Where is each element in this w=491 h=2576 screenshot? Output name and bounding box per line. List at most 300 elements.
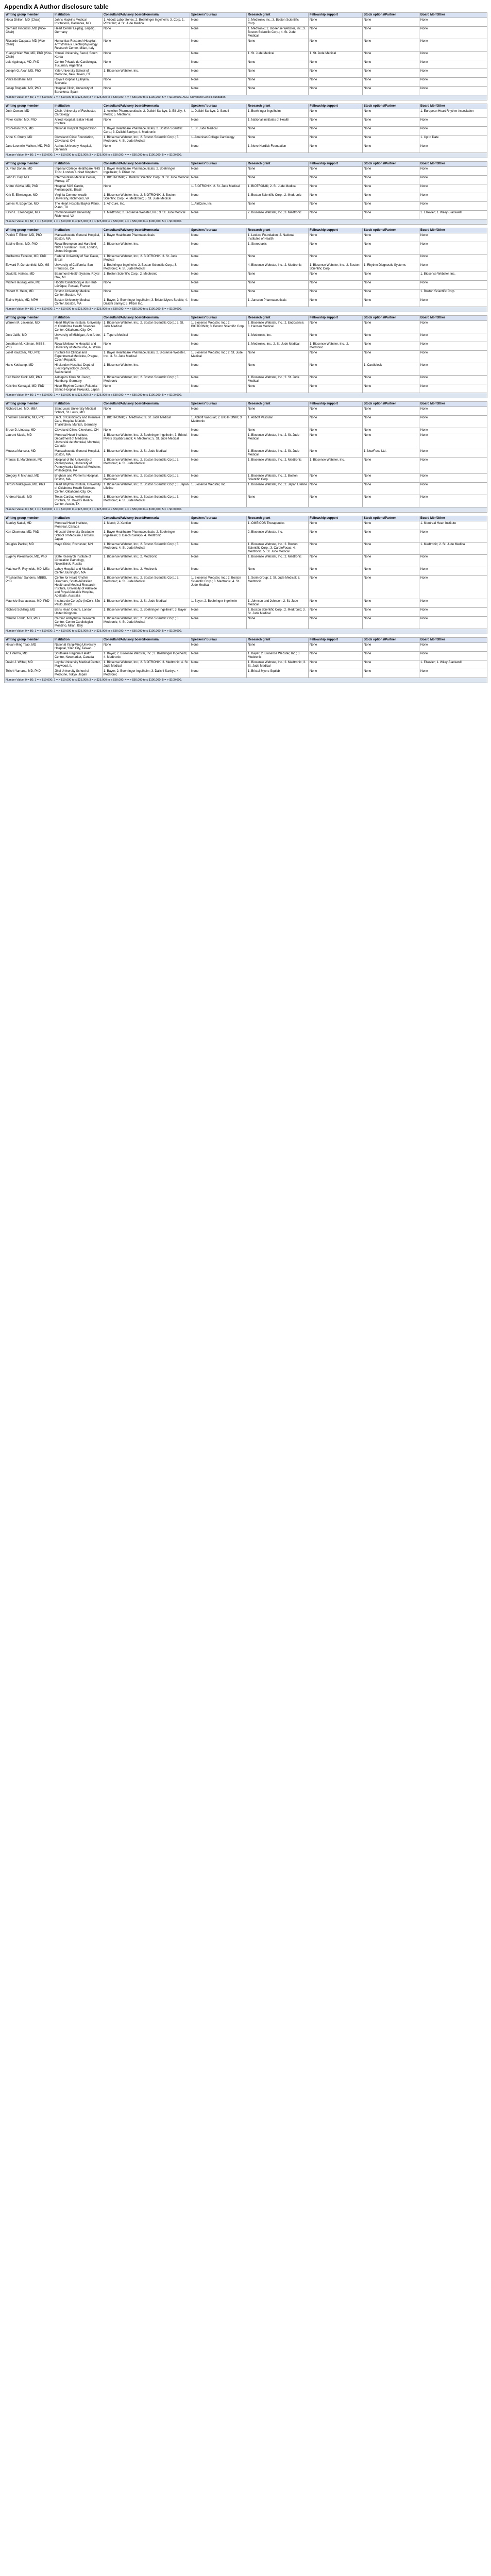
table-cell: Centre for Heart Rhythm Disorders, South Australian Health and Medical Research Institute, University of Adelaide and Royal Adelaide Hospital, Adelaide, Australia xyxy=(54,576,103,599)
table-cell: 1. Novo Nordisk Foundation xyxy=(247,144,309,153)
table-cell: None xyxy=(309,351,363,363)
column-header: Institution xyxy=(54,104,103,109)
table-cell: Laurent Macle, MD xyxy=(5,433,54,449)
table-cell: None xyxy=(419,184,487,193)
table-cell: None xyxy=(309,27,363,39)
appendix-title: Appendix A Author disclosure table xyxy=(4,3,109,10)
table-cell: Kirk E. Ellenbogen, MD xyxy=(5,193,54,202)
table-cell: 1. Biosense Webster, Inc. xyxy=(309,458,363,474)
table-cell: None xyxy=(419,474,487,483)
table-row xyxy=(5,184,487,193)
table-cell: None xyxy=(190,87,247,95)
column-header: Fellowship support xyxy=(309,228,363,233)
table-cell: 1. Biosense Webster, Inc.; 2. Japan Lifeline xyxy=(247,483,309,495)
table-cell: 1. Abbott Vascular xyxy=(247,416,309,428)
table-cell: 1. Leducq Foundation; 2. National Institutes of Health xyxy=(247,233,309,242)
table-cell: 1. Bayer; 2. Boehringer Ingelheim xyxy=(190,599,247,608)
table-cell: None xyxy=(247,60,309,69)
table-cell: None xyxy=(363,211,419,219)
disclosure-table xyxy=(4,401,487,513)
table-cell: 1. Biosense Webster, Inc.; 2. Boston Scientific Corp.; 3. Medtronic xyxy=(103,376,190,384)
table-cell: None xyxy=(247,87,309,95)
table-cell: None xyxy=(419,351,487,363)
table-cell: None xyxy=(309,555,363,567)
column-header: Fellowship support xyxy=(309,104,363,109)
table-cell: David E. Haines, MD xyxy=(5,272,54,281)
table-cell: None xyxy=(309,617,363,629)
table-cell: None xyxy=(309,233,363,242)
table-cell: None xyxy=(309,144,363,153)
disclosure-tables xyxy=(4,12,487,683)
table-cell: None xyxy=(363,652,419,660)
table-cell: None xyxy=(363,521,419,530)
disclosure-block xyxy=(4,104,487,158)
table-cell: None xyxy=(363,495,419,507)
table-cell: 1. BIOTRONIK; 2. Medtronic; 3. St. Jude Medical xyxy=(103,416,190,428)
table-cell: 1. Bristol-Myers Squibb xyxy=(247,669,309,678)
table-cell: None xyxy=(247,384,309,393)
disclosure-table xyxy=(4,161,487,225)
disclosure-table xyxy=(4,637,487,683)
table-cell: None xyxy=(419,530,487,543)
table-cell: None xyxy=(363,416,419,428)
table-cell: Chair, University of Rochester, Cardiology xyxy=(54,109,103,118)
table-cell: 2. Biosense Webster, Inc. xyxy=(247,530,309,543)
table-cell: 1. Sorin Group; 2. St. Jude Medical; 3. Medtronic xyxy=(247,576,309,599)
table-cell: None xyxy=(309,660,363,669)
table-cell: None xyxy=(103,39,190,52)
column-header: Writing group member xyxy=(5,316,54,321)
table-cell: None xyxy=(363,176,419,184)
table-cell: None xyxy=(419,242,487,255)
table-cell: 1. Abbott Laboratories; 2. Boehringer Ingelheim; 3. Corp. 1, Pfizer Inc; 4. St. Jude Medical xyxy=(103,18,190,27)
table-cell: 1. Biosense Webster, Inc.; 2. Boston Scientific Corp.; 3. St. Jude Medical xyxy=(103,321,190,333)
table-cell: Atul Verma, MD xyxy=(5,652,54,660)
table-cell: Cardiac Arrhythmia Research Centre, Centro Cardiologico Monzino, Milan, Italy xyxy=(54,617,103,629)
table-cell: 1. Biosense Webster, Inc.; 2. Boston Scientific Corp. xyxy=(247,474,309,483)
table-cell: None xyxy=(190,193,247,202)
column-header: Speakers' bureau xyxy=(190,13,247,18)
table-cell: Cleveland Clinic Foundation, Cleveland, OH xyxy=(54,135,103,144)
table-cell: Southlake Regional Health Centre, Newmarket, Canada xyxy=(54,652,103,660)
table-cell: Hsuan-Ming Tsao, MD xyxy=(5,643,54,652)
table-cell: 1. OMEICOS Therapeutics xyxy=(247,521,309,530)
table-cell: None xyxy=(363,69,419,78)
table-cell: None xyxy=(419,384,487,393)
table-cell: None xyxy=(190,617,247,629)
table-row xyxy=(5,211,487,219)
table-cell: Gerhard Hindricks, MD (Vice-Chair) xyxy=(5,27,54,39)
table-cell: None xyxy=(363,321,419,333)
table-row xyxy=(5,458,487,474)
table-cell: None xyxy=(363,384,419,393)
table-cell: 1. St. Jude Medical xyxy=(190,127,247,135)
table-row xyxy=(5,321,487,333)
table-cell: None xyxy=(309,543,363,555)
table-cell: None xyxy=(103,87,190,95)
column-header: Consultant/Advisory board/Honoraria xyxy=(103,228,190,233)
table-cell: None xyxy=(247,167,309,176)
table-cell: None xyxy=(190,363,247,376)
table-cell: 1. Biosense Webster, Inc.; 2. Medtronic xyxy=(309,342,363,351)
table-cell: None xyxy=(419,27,487,39)
table-cell: None xyxy=(363,193,419,202)
table-cell: Anne K. Gruby, MD xyxy=(5,135,54,144)
table-cell: None xyxy=(419,433,487,449)
table-cell: None xyxy=(419,263,487,272)
table-cell: None xyxy=(419,495,487,507)
table-cell: None xyxy=(190,652,247,660)
table-cell: Jane Leonelle Maiken, MD, PhD xyxy=(5,144,54,153)
table-cell: None xyxy=(309,643,363,652)
column-header: Fellowship support xyxy=(309,13,363,18)
table-header-row xyxy=(5,638,487,643)
table-cell: None xyxy=(309,407,363,416)
table-row xyxy=(5,555,487,567)
table-cell: None xyxy=(190,433,247,449)
table-row xyxy=(5,52,487,60)
table-cell: None xyxy=(419,176,487,184)
column-header: Research grant xyxy=(247,402,309,407)
table-cell: None xyxy=(363,458,419,474)
table-cell: Boston University Medical Center, Boston, MA xyxy=(54,290,103,298)
column-header: Board Mbr/Other xyxy=(419,104,487,109)
table-cell: None xyxy=(190,167,247,176)
table-cell: Yale University School of Medicine, New Haven, CT xyxy=(54,69,103,78)
table-cell: None xyxy=(309,135,363,144)
table-cell: None xyxy=(363,109,419,118)
table-cell: 1. Biosense Webster, Inc.; 2. BIOTRONIK; 3. Boston Scientific Corp. xyxy=(190,321,247,333)
table-cell: None xyxy=(419,202,487,211)
table-row xyxy=(5,599,487,608)
table-row xyxy=(5,69,487,78)
table-cell: None xyxy=(247,351,309,363)
table-cell: None xyxy=(419,18,487,27)
table-row xyxy=(5,109,487,118)
table-cell: None xyxy=(190,144,247,153)
table-header-row xyxy=(5,516,487,521)
table-cell: 1. Elsevier; 1. Wiley-Blackwell xyxy=(419,211,487,219)
table-row xyxy=(5,167,487,176)
table-cell: Institute for Clinical and Experimental Medicine, Prague, Czech Republic xyxy=(54,351,103,363)
table-cell: None xyxy=(309,18,363,27)
table-cell: None xyxy=(363,39,419,52)
table-row xyxy=(5,530,487,543)
table-cell: 1. BIOTRONIK; 2. St. Jude Medical xyxy=(190,184,247,193)
table-cell: None xyxy=(363,233,419,242)
table-cell: None xyxy=(309,167,363,176)
table-cell: 1. Bayer Healthcare Pharmaceuticals; 2. Biosense Webster, Inc.; 3. St. Jude Medical xyxy=(103,351,190,363)
disclosure-block xyxy=(4,228,487,312)
table-cell: 1. Medtronic, Inc.; 2. St. Jude Medical xyxy=(247,342,309,351)
table-cell: None xyxy=(190,78,247,87)
table-cell: 1. BIOTRONIK; 2. Boston Scientific Corp.; 3. St. Jude Medical xyxy=(103,176,190,184)
table-cell: None xyxy=(247,363,309,376)
table-cell: Riccardo Cappato, MD (Vice-Chair) xyxy=(5,39,54,52)
table-row xyxy=(5,449,487,458)
table-cell: 1. Biosense Webster, Inc.; 2. Boston Scientific Corp.; 3. Japan Lifeline xyxy=(103,483,190,495)
table-row xyxy=(5,272,487,281)
column-header: Stock options/Partner xyxy=(363,13,419,18)
table-cell: Lahey Hospital and Medical Center, Burlington, MA xyxy=(54,567,103,576)
table-cell: Richard Schilling, MD xyxy=(5,608,54,617)
table-cell: 1. Merck; 2. Xention xyxy=(103,521,190,530)
table-cell: 1. Biosense Webster, Inc. xyxy=(190,483,247,495)
table-cell: 1. St. Jude Medical xyxy=(247,52,309,60)
table-cell: None xyxy=(190,176,247,184)
table-cell: None xyxy=(419,363,487,376)
table-cell: None xyxy=(190,60,247,69)
table-cell: None xyxy=(309,118,363,127)
table-row xyxy=(5,407,487,416)
table-cell: None xyxy=(419,127,487,135)
table-cell: 1. Biosense Webster, Inc.; 2. Boston Scientific Corp.; 3. Medtronic; 4. St. Jude Medical xyxy=(103,458,190,474)
table-cell: None xyxy=(309,449,363,458)
table-cell: Aarhus University Hospital, Denmark xyxy=(54,144,103,153)
table-cell: 1. Biosense Webster, Inc. xyxy=(419,272,487,281)
table-note: Number Value: 0 = $0; 1 = < $10,000; 2 = > $10,000 to ≤ $25,000; 3 = > $25,000 to ≤ $50,000; 4 = > $50,000 to ≤ $100,000; 5 = > $100,000. xyxy=(5,393,487,398)
table-cell: 1. Topera Medical xyxy=(103,333,190,342)
table-cell: 1. Medtronic; 2. Biosense Webster, Inc.; 3. Boston Scientific Corp.; 4. St. Jude Medical xyxy=(247,27,309,39)
table-cell: None xyxy=(363,555,419,567)
table-cell: None xyxy=(419,428,487,433)
column-header: Fellowship support xyxy=(309,516,363,521)
table-cell: None xyxy=(419,144,487,153)
table-cell: None xyxy=(309,290,363,298)
table-row xyxy=(5,298,487,307)
column-header: Institution xyxy=(54,228,103,233)
table-cell: 1. Biosense Webster, Inc.; 2. Medtronic xyxy=(103,567,190,576)
column-header: Writing group member xyxy=(5,516,54,521)
table-note-row xyxy=(5,307,487,312)
table-cell: Heart Rhythm Institute, University of Oklahoma Health Sciences Center, Oklahoma City, OK xyxy=(54,483,103,495)
table-cell: Evgeny Pokushalov, MD, PhD xyxy=(5,555,54,567)
table-cell: None xyxy=(247,407,309,416)
table-cell: None xyxy=(247,39,309,52)
table-cell: None xyxy=(103,281,190,290)
table-cell: 1. Biosense Webster, Inc.; 2. Boston Scientific Corp.; 3. Medtronic; 4. St. Jude Medical xyxy=(103,543,190,555)
table-cell: 1. AtriCure, Inc. xyxy=(103,202,190,211)
table-cell: Andrea Natale, MD xyxy=(5,495,54,507)
table-cell: None xyxy=(247,255,309,263)
disclosure-table xyxy=(4,315,487,398)
table-row xyxy=(5,617,487,629)
table-cell: None xyxy=(419,52,487,60)
table-cell: Edward P. Gerstenfeld, MD, MS xyxy=(5,263,54,272)
table-row xyxy=(5,18,487,27)
column-header: Speakers' bureau xyxy=(190,402,247,407)
table-cell: None xyxy=(309,184,363,193)
table-cell: Texas Cardiac Arrhythmia Institute, St. David's Medical Center, Austin, TX xyxy=(54,495,103,507)
column-header: Fellowship support xyxy=(309,162,363,167)
table-note-row xyxy=(5,393,487,398)
table-cell: Bruce D. Lindsay, MD xyxy=(5,428,54,433)
table-cell: None xyxy=(419,118,487,127)
table-cell: None xyxy=(419,483,487,495)
table-cell: John D. Day, MD xyxy=(5,176,54,184)
table-cell: None xyxy=(363,127,419,135)
table-cell: None xyxy=(190,495,247,507)
table-cell: None xyxy=(363,27,419,39)
table-cell: Koichiro Kumagai, MD, PhD xyxy=(5,384,54,393)
table-cell: None xyxy=(103,52,190,60)
table-cell: Royal Melbourne Hospital and University of Melbourne, Australia xyxy=(54,342,103,351)
table-cell: 1. Medtronic, Inc. xyxy=(247,333,309,342)
table-cell: 1. Biosense Webster, Inc.; 2. Boston Scientific Corp.; 3. Medtronic xyxy=(103,474,190,483)
table-row xyxy=(5,333,487,342)
table-cell: None xyxy=(363,643,419,652)
column-header: Consultant/Advisory board/Honoraria xyxy=(103,516,190,521)
table-cell: 1. Biosense Webster, Inc.; 2. Endosense; 3. Hansen Medical xyxy=(247,321,309,333)
table-cell: 1. AtriCure, Inc. xyxy=(190,202,247,211)
column-header: Fellowship support xyxy=(309,402,363,407)
column-header: Board Mbr/Other xyxy=(419,228,487,233)
table-cell: 1. Bayer Healthcare Pharmaceuticals; 2. Boehringer Ingelheim; 3. Pfizer Inc. xyxy=(103,167,190,176)
table-cell: Jikei University School of Medicine, Tokyo, Japan xyxy=(54,669,103,678)
table-cell: None xyxy=(309,530,363,543)
table-cell: None xyxy=(309,39,363,52)
table-row xyxy=(5,242,487,255)
table-cell: 1. Rhythm Diagnostic Systems xyxy=(363,263,419,272)
table-cell: None xyxy=(363,660,419,669)
table-cell: None xyxy=(309,376,363,384)
table-cell: None xyxy=(363,78,419,87)
column-header: Stock options/Partner xyxy=(363,402,419,407)
table-cell: Boston University Medical Center, Boston, MA xyxy=(54,298,103,307)
column-header: Speakers' bureau xyxy=(190,228,247,233)
table-cell: None xyxy=(363,376,419,384)
table-cell: None xyxy=(309,109,363,118)
column-header: Writing group member xyxy=(5,13,54,18)
table-cell: None xyxy=(363,52,419,60)
table-cell: None xyxy=(419,669,487,678)
column-header: Institution xyxy=(54,516,103,521)
appendix-page xyxy=(0,0,491,689)
table-cell: None xyxy=(419,193,487,202)
column-header: Research grant xyxy=(247,638,309,643)
disclosure-block xyxy=(4,637,487,683)
table-cell: Virginia Commonwealth University, Richmond, VA xyxy=(54,193,103,202)
table-cell: None xyxy=(190,69,247,78)
table-cell: None xyxy=(190,384,247,393)
table-cell: Alfred Hospital, Baker Heart Institute xyxy=(54,118,103,127)
table-cell: None xyxy=(190,567,247,576)
table-cell: Elaine Hylek, MD, MPH xyxy=(5,298,54,307)
table-cell: 1. Actelion Pharmaceuticals; 2. Daiichi Sankyo; 3. Eli Lilly; 4. Merck; 5. Medtronic xyxy=(103,109,190,118)
table-cell: Michel Haissaguerre, MD xyxy=(5,281,54,290)
table-cell: 1. Bayer; 2. Boehringer Ingelheim; 3. Bristol-Myers Squibb; 4. Daiichi Sankyo; 5. Pfizer Inc. xyxy=(103,298,190,307)
table-row xyxy=(5,144,487,153)
table-cell: David J. Wilber, MD xyxy=(5,660,54,669)
table-row xyxy=(5,669,487,678)
table-cell: 1. Biosense Webster, Inc.; 2. St. Jude Medical xyxy=(103,449,190,458)
table-cell: 1. Biosense Webster, Inc. xyxy=(103,363,190,376)
table-cell: Montreal Heart Institute, Montreal, Canada xyxy=(54,521,103,530)
table-cell: None xyxy=(247,135,309,144)
table-cell: 1. Bayer; 2. Biosense Webster, Inc.; 3. Boehringer Ingelheim; 4. Medtronic xyxy=(103,652,190,660)
column-header: Institution xyxy=(54,162,103,167)
table-cell: None xyxy=(190,27,247,39)
table-cell: Hospital of the University of Pennsylvania, University of Pennsylvania School of Medicine, Philadelphia, PA xyxy=(54,458,103,474)
table-cell: None xyxy=(419,39,487,52)
column-header: Fellowship support xyxy=(309,638,363,643)
table-note: Number Value: 0 = $0; 1 = < $10,000; 2 = > $10,000 to ≤ $25,000; 3 = > $25,000 to ≤ $50,000; 4 = > $50,000 to ≤ $100,000; 5 = > $100,000. xyxy=(5,629,487,634)
table-note: Number Value: 0 = $0; 1 = < $10,000; 2 = > $10,000 to ≤ $25,000; 3 = > $25,000 to ≤ $50,000; 4 = > $50,000 to ≤ $100,000; 5 = > $100,000. ACC: Cleveland Clinic Foundation. xyxy=(5,95,487,100)
table-header-row xyxy=(5,316,487,321)
table-row xyxy=(5,342,487,351)
table-cell: 1. Biosense Webster, Inc.; 2. St. Jude Medical xyxy=(247,449,309,458)
table-cell: Heart Center Leipzig, Leipzig, Germany xyxy=(54,27,103,39)
table-cell: Asklepios Klinik St. Georg, Hamburg, Germany xyxy=(54,376,103,384)
table-cell: None xyxy=(309,202,363,211)
column-header: Research grant xyxy=(247,104,309,109)
table-cell: None xyxy=(190,407,247,416)
table-cell: None xyxy=(247,127,309,135)
table-cell: None xyxy=(419,643,487,652)
table-cell: Brigham and Women's Hospital, Boston, MA xyxy=(54,474,103,483)
table-cell: None xyxy=(103,60,190,69)
table-note-row xyxy=(5,507,487,513)
column-header: Research grant xyxy=(247,162,309,167)
table-cell: 1. Up to Date xyxy=(419,135,487,144)
table-cell: 1. Boston Scientific Corp.; 2. Medtronic xyxy=(103,272,190,281)
table-cell: 1. Abbott Vascular; 2. BIOTRONIK; 3. Medtronic xyxy=(190,416,247,428)
table-cell: None xyxy=(247,202,309,211)
column-header: Speakers' bureau xyxy=(190,316,247,321)
table-cell: None xyxy=(419,281,487,290)
table-cell: Ken Okumura, MD, PhD xyxy=(5,530,54,543)
table-cell: Hiroshi Nakagawa, MD, PhD xyxy=(5,483,54,495)
table-cell: None xyxy=(419,167,487,176)
table-cell: None xyxy=(309,363,363,376)
table-cell: Francis E. Marchlinski, MD xyxy=(5,458,54,474)
table-cell: None xyxy=(190,376,247,384)
table-cell: None xyxy=(363,135,419,144)
table-cell: None xyxy=(190,521,247,530)
table-note: Number Value: 0 = $0; 1 = < $10,000; 2 = > $10,000 to ≤ $25,000; 3 = > $25,000 to ≤ $50,000; 4 = > $50,000 to ≤ $100,000; 5 = > $100,000. xyxy=(5,219,487,225)
column-header: Institution xyxy=(54,13,103,18)
table-cell: James R. Edgerton, MD xyxy=(5,202,54,211)
table-cell: None xyxy=(309,416,363,428)
table-row xyxy=(5,428,487,433)
table-cell: Peter Kistler, MD, PhD xyxy=(5,118,54,127)
table-cell: Yuang-Hsien Wu, MD, PhD (Vice-Chair) xyxy=(5,52,54,60)
table-cell: None xyxy=(309,669,363,678)
table-cell: Hôpital Cardiologique du Haut-Lévêque, Pessac, France xyxy=(54,281,103,290)
table-cell: Hirosaki University Graduate School of Medicine, Hirosaki, Japan xyxy=(54,530,103,543)
table-cell: Hospital SOS Cardio, Florianopolis, Brazil xyxy=(54,184,103,193)
table-cell: None xyxy=(419,60,487,69)
column-header: Writing group member xyxy=(5,402,54,407)
table-cell: Cleveland Clinic, Cleveland, OH xyxy=(54,428,103,433)
table-cell: 1. Biosense Webster, Inc.; 2. Medtronic xyxy=(247,458,309,474)
table-cell: None xyxy=(419,416,487,428)
table-note: Number Value: 0 = $0; 1 = < $10,000; 2 = > $10,000 to ≤ $25,000; 3 = > $25,000 to ≤ $50,000; 4 = > $50,000 to ≤ $100,000; 5 = > $100,000. xyxy=(5,678,487,683)
table-cell: 1. Bayer; 2. Boehringer Ingelheim; 3. Daiichi Sankyo; 4. Medtronic xyxy=(103,669,190,678)
table-row xyxy=(5,495,487,507)
table-cell: Teiichi Yamane, MD, PhD xyxy=(5,669,54,678)
table-cell: Warren M. Jackman, MD xyxy=(5,321,54,333)
table-cell: None xyxy=(363,617,419,629)
table-cell: None xyxy=(190,333,247,342)
table-cell: None xyxy=(190,233,247,242)
table-cell: None xyxy=(419,376,487,384)
table-row xyxy=(5,281,487,290)
table-cell: None xyxy=(247,643,309,652)
table-cell: None xyxy=(309,599,363,608)
table-cell: None xyxy=(363,407,419,416)
table-cell: 1. Biosense Webster, Inc.; 2. Boston Scientific Corp.; 3. Medtronic; 4. St. Jude Medical xyxy=(103,617,190,629)
